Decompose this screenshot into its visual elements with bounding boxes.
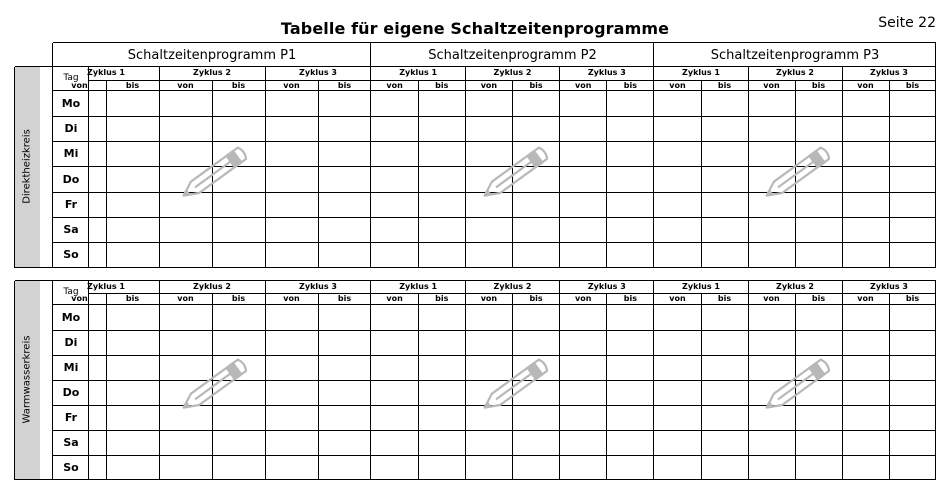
cycle-header: Zyklus 2 xyxy=(193,282,231,291)
cycle-header: Zyklus 1 xyxy=(682,68,720,77)
from-header: von xyxy=(283,294,300,303)
row-line xyxy=(53,242,936,243)
to-header: bis xyxy=(811,81,826,90)
from-to-divider xyxy=(606,80,607,268)
day-label-mo: Mo xyxy=(61,96,81,110)
from-header: von xyxy=(857,81,874,90)
from-to-divider xyxy=(318,293,319,480)
pencil-icon xyxy=(169,143,255,207)
to-header: bis xyxy=(717,81,732,90)
to-header: bis xyxy=(717,294,732,303)
day-label-do: Do xyxy=(62,385,80,399)
to-header: bis xyxy=(623,294,638,303)
to-header: bis xyxy=(125,81,140,90)
cycle-header: Zyklus 3 xyxy=(587,68,626,77)
cycle-divider xyxy=(465,281,466,480)
tag-header: Tag xyxy=(63,287,79,297)
cycle-divider xyxy=(465,67,466,268)
cycle-divider xyxy=(159,67,160,268)
pencil-icon xyxy=(752,143,838,207)
day-label-mi: Mi xyxy=(63,147,79,161)
page-number: Seite 22 xyxy=(878,15,936,31)
cycle-header: Zyklus 3 xyxy=(870,282,908,291)
header-bottom-line xyxy=(53,90,936,91)
to-header: bis xyxy=(435,81,449,90)
from-header: von xyxy=(669,81,686,90)
day-label-mi: Mi xyxy=(63,360,79,374)
to-header: bis xyxy=(905,294,920,303)
pencil-icon xyxy=(752,355,838,419)
row-line xyxy=(53,330,936,331)
cycle-divider xyxy=(559,281,560,480)
cycle-divider xyxy=(842,281,843,480)
day-label-fr: Fr xyxy=(64,410,78,424)
cycle-header: Zyklus 1 xyxy=(399,282,438,291)
grid-line xyxy=(14,67,15,268)
to-header: bis xyxy=(125,294,140,303)
cycle-divider xyxy=(842,67,843,268)
from-header: von xyxy=(71,294,88,303)
from-header: von xyxy=(177,294,194,303)
from-header: von xyxy=(386,294,403,303)
to-header: bis xyxy=(529,81,543,90)
from-to-divider xyxy=(889,80,890,268)
program-header-p2: Schaltzeitenprogramm P2 xyxy=(428,48,597,63)
from-header: von xyxy=(669,294,686,303)
grid-line xyxy=(14,281,15,480)
program-divider xyxy=(653,281,654,480)
cycle-header: Zyklus 3 xyxy=(299,282,337,291)
from-header: von xyxy=(763,294,780,303)
program-divider xyxy=(370,281,371,480)
day-label-fr: Fr xyxy=(64,197,78,211)
cycle-header: Zyklus 1 xyxy=(87,282,125,291)
to-header: bis xyxy=(623,81,638,90)
pencil-icon xyxy=(470,355,556,419)
from-header: von xyxy=(763,81,780,90)
to-header: bis xyxy=(231,294,246,303)
to-header: bis xyxy=(905,81,920,90)
from-header: von xyxy=(480,294,498,303)
row-line xyxy=(53,455,936,456)
from-header: von xyxy=(71,81,88,90)
to-header: bis xyxy=(231,81,246,90)
program-divider xyxy=(370,67,371,268)
cycle-header: Zyklus 1 xyxy=(87,68,125,77)
day-label-di: Di xyxy=(64,335,78,349)
program-header-top xyxy=(53,42,936,43)
from-header: von xyxy=(386,81,403,90)
to-header: bis xyxy=(435,294,449,303)
from-header: von xyxy=(575,294,592,303)
cycle-divider xyxy=(559,67,560,268)
from-header: von xyxy=(480,81,498,90)
from-to-divider xyxy=(701,293,702,480)
cycle-header: Zyklus 1 xyxy=(399,68,438,77)
day-label-so: So xyxy=(63,460,79,474)
section-bottom-border xyxy=(15,267,936,268)
section-label-direktheizkreis: Direktheizkreis xyxy=(21,128,33,204)
section-label-warmwasserkreis: Warmwasserkreis xyxy=(21,335,33,423)
cycle-header: Zyklus 1 xyxy=(682,282,720,291)
to-header: bis xyxy=(529,294,543,303)
row-line xyxy=(53,430,936,431)
cycle-header: Zyklus 2 xyxy=(493,68,532,77)
row-line xyxy=(53,141,936,142)
day-label-sa: Sa xyxy=(63,223,79,237)
program-header-p3: Schaltzeitenprogramm P3 xyxy=(710,48,880,63)
cycle-divider xyxy=(748,281,749,480)
from-header: von xyxy=(575,81,592,90)
program-divider xyxy=(935,67,936,268)
cycle-divider xyxy=(265,281,266,480)
from-header: von xyxy=(283,81,300,90)
row-line xyxy=(53,217,936,218)
from-header: von xyxy=(857,294,874,303)
from-header: von xyxy=(177,81,194,90)
from-to-divider xyxy=(318,80,319,268)
from-to-divider xyxy=(106,80,107,268)
cycle-header: Zyklus 2 xyxy=(776,68,814,77)
cycle-header: Zyklus 3 xyxy=(870,68,908,77)
pencil-icon xyxy=(169,355,255,419)
cycle-header: Zyklus 2 xyxy=(776,282,814,291)
header-bottom-line xyxy=(53,304,936,305)
to-header: bis xyxy=(337,294,352,303)
program-divider xyxy=(935,281,936,480)
day-label-sa: Sa xyxy=(63,435,79,449)
row-line xyxy=(53,116,936,117)
from-to-divider xyxy=(106,293,107,480)
cycle-header: Zyklus 2 xyxy=(493,282,532,291)
from-to-divider xyxy=(606,293,607,480)
from-to-divider xyxy=(889,293,890,480)
day-label-so: So xyxy=(63,248,79,262)
to-header: bis xyxy=(811,294,826,303)
from-to-divider xyxy=(701,80,702,268)
page-title: Tabelle für eigene Schaltzeitenprogramme xyxy=(280,19,670,38)
cycle-header: Zyklus 2 xyxy=(193,68,231,77)
cycle-divider xyxy=(265,67,266,268)
program-header-p1: Schaltzeitenprogramm P1 xyxy=(127,48,297,63)
from-to-divider xyxy=(418,80,419,268)
cycle-divider xyxy=(159,281,160,480)
from-to-divider xyxy=(418,293,419,480)
cycle-header: Zyklus 3 xyxy=(587,282,626,291)
cycle-divider xyxy=(748,67,749,268)
program-divider xyxy=(653,67,654,268)
to-header: bis xyxy=(337,81,352,90)
day-label-mo: Mo xyxy=(61,310,81,324)
section-bottom-border xyxy=(15,479,936,480)
day-label-di: Di xyxy=(64,121,78,135)
tag-header: Tag xyxy=(63,73,79,83)
pencil-icon xyxy=(470,143,556,207)
cycle-header: Zyklus 3 xyxy=(299,68,337,77)
day-label-do: Do xyxy=(62,172,80,186)
